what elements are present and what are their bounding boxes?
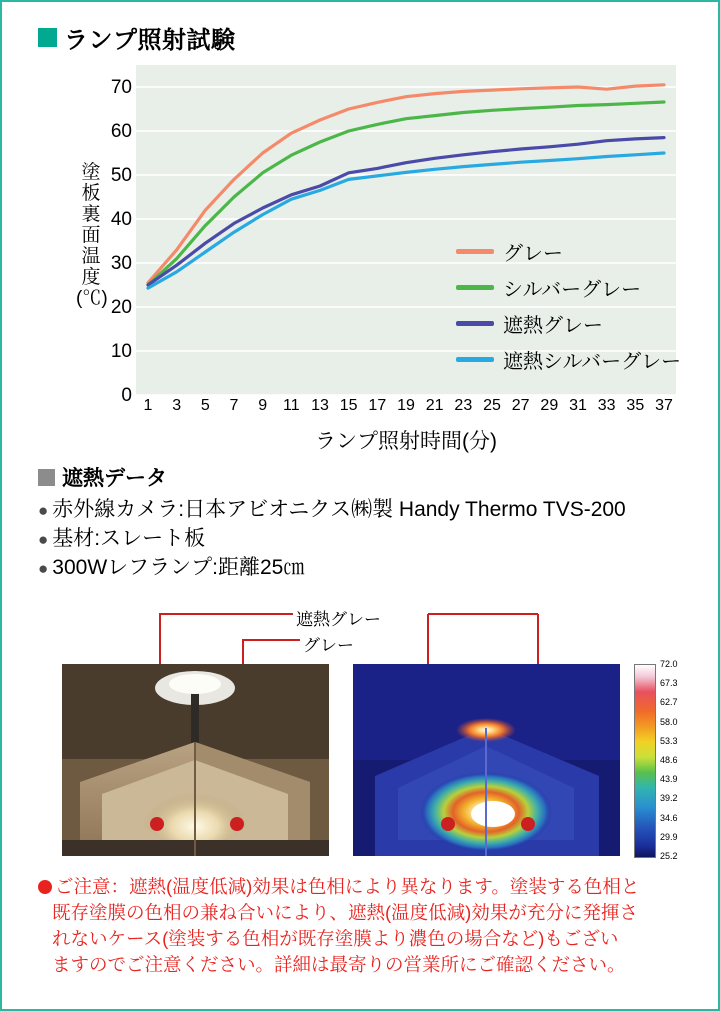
- legend-swatch: [456, 357, 494, 362]
- legend-item: [456, 341, 720, 377]
- bullet-dot-icon: ●: [38, 559, 49, 578]
- caution-line-1: [38, 874, 690, 900]
- x-tick-label: 17: [368, 397, 387, 414]
- legend-label: 遮熱シルバーグレー: [503, 350, 682, 373]
- caution-note: [38, 874, 690, 978]
- shanetsu-data-section: [38, 462, 698, 583]
- x-tick-label: 35: [626, 397, 645, 414]
- x-tick-label: 19: [397, 397, 415, 414]
- thermal-scale-label: 58.0: [660, 716, 678, 727]
- thermal-color-scale: [634, 664, 656, 858]
- x-tick-label: 5: [200, 397, 210, 414]
- legend-swatch: [456, 249, 494, 254]
- plot-area: [136, 65, 682, 395]
- chart-legend: [456, 233, 720, 377]
- lamp-irradiation-chart: [38, 57, 686, 457]
- thermal-scale-label: 39.2: [660, 793, 678, 804]
- legend-item: [456, 305, 720, 341]
- thermal-scale-label: 48.6: [660, 755, 678, 765]
- x-axis-title: ランプ照射時間(分): [315, 430, 497, 453]
- photo-visible-light: [62, 664, 329, 856]
- thermal-scale-label: 29.9: [660, 831, 678, 842]
- y-tick-label: 20: [110, 297, 132, 318]
- bullet-dot-icon: ●: [38, 501, 49, 520]
- list-item: [38, 554, 698, 583]
- caution-line-2: 既存塗膜の色相の兼ね合いにより、遮熱(温度低減)効果が充分に発揮さ: [52, 902, 638, 923]
- list-item: [38, 525, 698, 554]
- y-axis-title: 塗板裏面温度(℃): [76, 162, 108, 309]
- list-item: [38, 496, 698, 525]
- callout-label-shanetsu-gray: 遮熱グレー: [296, 610, 381, 629]
- section-square-icon: [38, 469, 55, 486]
- x-tick-label: 31: [569, 397, 587, 414]
- x-tick-label: 7: [229, 397, 239, 414]
- bullet-dot-icon: ●: [38, 530, 49, 549]
- thermal-scale-label: 67.3: [660, 678, 678, 689]
- x-tick-label: 11: [283, 397, 300, 414]
- thermal-scale-label: 72.0: [660, 659, 678, 669]
- x-tick-label: 9: [258, 397, 268, 414]
- x-tick-label: 1: [143, 397, 153, 414]
- legend-label: シルバーグレー: [503, 278, 642, 301]
- y-tick-label: 0: [121, 385, 132, 406]
- x-tick-label: 27: [511, 397, 530, 414]
- x-tick-label: 37: [655, 397, 673, 414]
- thermal-scale-label: 62.7: [660, 697, 678, 708]
- y-tick-label: 10: [110, 341, 132, 362]
- legend-item: [456, 233, 720, 269]
- caution-text-1: ご注意：遮熱(温度低減)効果は色相により異なります。塗装する色相と: [55, 876, 640, 897]
- legend-swatch: [456, 285, 494, 290]
- x-tick-label: 25: [483, 397, 501, 414]
- list-item-label: 赤外線カメラ:日本アビオニクス㈱製 Handy Thermo TVS-200: [52, 498, 626, 521]
- x-axis-ticks: [136, 397, 676, 421]
- list-item-label: 基材:スレート板: [52, 527, 206, 550]
- caution-dot-icon: [38, 880, 52, 894]
- page-title-text: ランプ照射試験: [64, 27, 236, 54]
- thermal-scale-labels: [660, 659, 700, 861]
- thermal-scale-label: 53.3: [660, 735, 678, 746]
- thermal-scale-label: 25.2: [660, 851, 678, 861]
- y-tick-label: 70: [110, 77, 132, 98]
- x-tick-label: 15: [339, 397, 358, 414]
- list-item-label: 300Wレフランプ:距離25㎝: [52, 556, 305, 579]
- legend-label: グレー: [503, 242, 563, 265]
- section-heading: [38, 462, 698, 492]
- x-tick-label: 13: [311, 397, 329, 414]
- section-heading-text: 遮熱データ: [62, 467, 167, 490]
- callout-label-gray: グレー: [303, 636, 354, 655]
- thermal-scale-label: 34.6: [660, 812, 678, 823]
- page-title: [38, 20, 236, 55]
- legend-swatch: [456, 321, 494, 326]
- y-tick-label: 50: [110, 165, 132, 186]
- photo-thermal-image: [353, 664, 620, 856]
- x-tick-label: 29: [540, 397, 559, 414]
- thermal-scale-label: 43.9: [660, 774, 678, 785]
- y-tick-label: 30: [110, 253, 132, 274]
- caution-line-4: ますのでご注意ください。詳細は最寄りの営業所にご確認ください。: [52, 954, 626, 975]
- caution-line-3: れないケース(塗装する色相が既存塗膜より濃色の場合など)もござい: [52, 928, 619, 949]
- x-tick-label: 23: [454, 397, 473, 414]
- legend-item: [456, 269, 720, 305]
- y-tick-label: 40: [110, 209, 132, 230]
- x-tick-label: 21: [425, 397, 444, 414]
- y-tick-label: 60: [110, 121, 132, 142]
- title-square-icon: [38, 28, 57, 47]
- legend-label: 遮熱グレー: [503, 314, 603, 337]
- x-tick-label: 33: [597, 397, 616, 414]
- x-tick-label: 3: [172, 397, 182, 414]
- y-axis-ticks: [98, 65, 132, 406]
- photo-comparison: [38, 602, 688, 862]
